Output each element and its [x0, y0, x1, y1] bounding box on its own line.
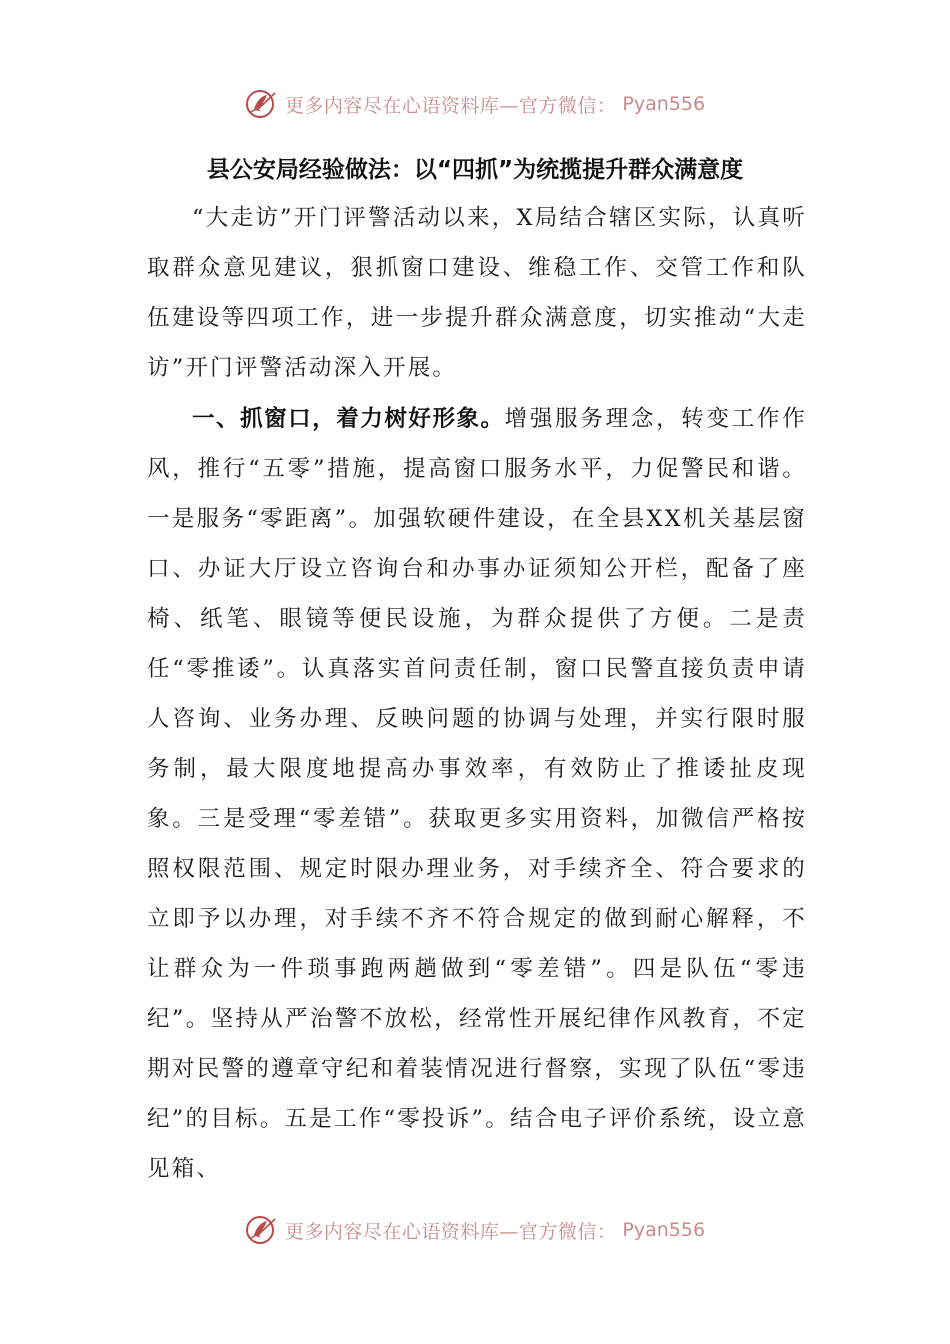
document-title: 县公安局经验做法：以“四抓”为统揽提升群众满意度	[206, 157, 744, 183]
watermark-wechat-id: Pyan556	[622, 93, 706, 115]
watermark-text: 更多内容尽在心语资料库—官方微信：	[284, 1220, 617, 1243]
section-1-paragraph	[147, 394, 807, 1194]
section-1-body: 增强服务理念，转变工作作风，推行“五零”措施，提高窗口服务水平，力促警民和谐。一是服务“零距离”。加强软硬件建设，在全县XX机关基层窗口、办证大厅设立咨询台和办事办证须知公开栏，配备了座椅、纸笔、眼镜等便民设施，为群众提供了方便。二是责任“零推诿”。认真落实首问责任制，窗口民警直接负责申请人咨询、业务办理、反映问题的协调与处理，并实行限时服务制，最大限度地提高办事效率，有效防止了推诿扯皮现象。三是受理“零差错”。获取更多实用资料，加微信严格按照权限范围、规定时限办理业务，对手续齐全、符合要求的立即予以办理，对手续不齐不符合规定的做到耐心解释，不让群众为一件琐事跑两趟做到“零差错”。四是队伍“零违纪”。坚持从严治警不放松，经常性开展纪律作风教育，不定期对民警的遵章守纪和着装情况进行督察，实现了队伍“零违纪”的目标。五是工作“零投诉”。结合电子评价系统，设立意见箱、	[147, 406, 807, 1182]
watermark-header	[0, 84, 950, 124]
pen-logo-icon	[245, 87, 279, 121]
intro-paragraph: “大走访”开门评警活动以来，X局结合辖区实际，认真听取群众意见建议，狠抓窗口建设、维稳工作、交管工作和队伍建设等四项工作，进一步提升群众满意度，切实推动“大走访”开门评警活动深入开展。	[147, 205, 807, 381]
watermark-wechat-id: Pyan556	[622, 1219, 706, 1241]
watermark-footer	[0, 1210, 950, 1250]
watermark-text: 更多内容尽在心语资料库—官方微信：	[284, 94, 617, 117]
pen-logo-icon	[245, 1213, 279, 1247]
section-1-heading: 一、抓窗口，着力树好形象。	[192, 406, 505, 432]
